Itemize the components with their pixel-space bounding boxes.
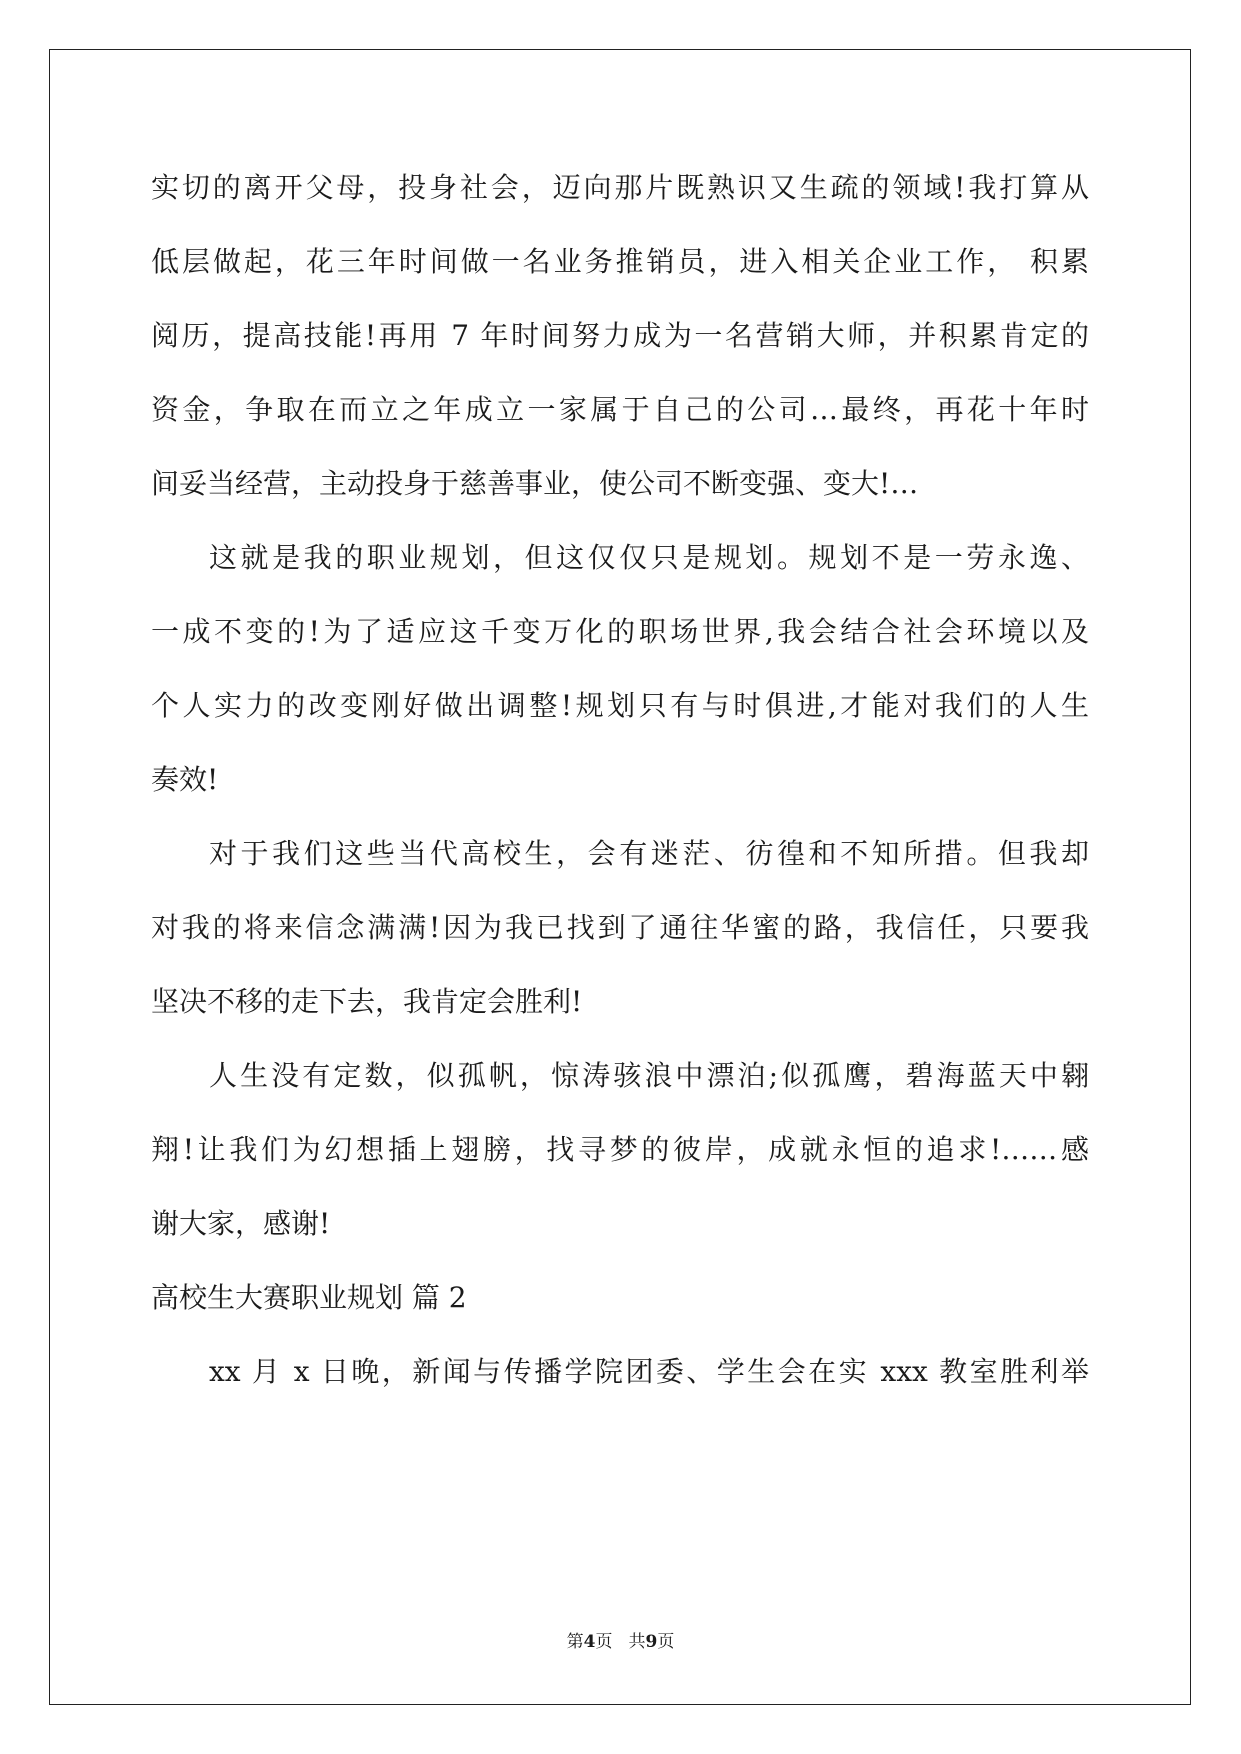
paragraph-line: 资金，争取在而立之年成立一家属于自己的公司…最终，再花十年时 [151,393,1089,426]
paragraph-line-indented: 这就是我的职业规划，但这仅仅只是规划。规划不是一劳永逸、 [209,541,1089,574]
current-page-number: 4 [583,1632,596,1652]
paragraph-line: 谢大家，感谢! [151,1207,331,1240]
paragraph-line-indented: 对于我们这些当代高校生，会有迷茫、彷徨和不知所措。但我却 [209,837,1089,870]
footer-page-word: 页 [595,1632,613,1652]
paragraph-line: 个人实力的改变刚好做出调整!规划只有与时俱进,才能对我们的人生 [151,689,1089,722]
total-pages-number: 9 [645,1632,658,1652]
paragraph-line: 低层做起，花三年时间做一名业务推销员，进入相关企业工作， 积累 [151,245,1089,278]
page-footer [0,1630,1241,1654]
paragraph-line-indented: 人生没有定数，似孤帆，惊涛骇浪中漂泊;似孤鹰，碧海蓝天中翱 [209,1059,1089,1092]
section-heading: 高校生大赛职业规划 篇 2 [151,1281,467,1314]
footer-total-suffix: 页 [657,1632,675,1652]
paragraph-line: 翔!让我们为幻想插上翅膀，找寻梦的彼岸，成就永恒的追求!……感 [151,1133,1089,1166]
paragraph-line: 一成不变的!为了适应这千变万化的职场世界,我会结合社会环境以及 [151,615,1089,648]
paragraph-line: 间妥当经营，主动投身于慈善事业，使公司不断变强、变大!… [151,467,919,500]
paragraph-line: 实切的离开父母，投身社会，迈向那片既熟识又生疏的领域!我打算从 [151,171,1089,204]
paragraph-line: 奏效! [151,763,219,796]
footer-prefix: 第 [566,1632,584,1652]
paragraph-line-indented: xx 月 x 日晚，新闻与传播学院团委、学生会在实 xxx 教室胜利举 [209,1355,1089,1388]
footer-total-prefix: 共 [628,1632,646,1652]
paragraph-line: 坚决不移的走下去，我肯定会胜利! [151,985,583,1018]
paragraph-line: 对我的将来信念满满!因为我已找到了通往华蜜的路，我信任，只要我 [151,911,1089,944]
paragraph-line: 阅历，提高技能!再用 7 年时间努力成为一名营销大师，并积累肯定的 [151,319,1089,352]
